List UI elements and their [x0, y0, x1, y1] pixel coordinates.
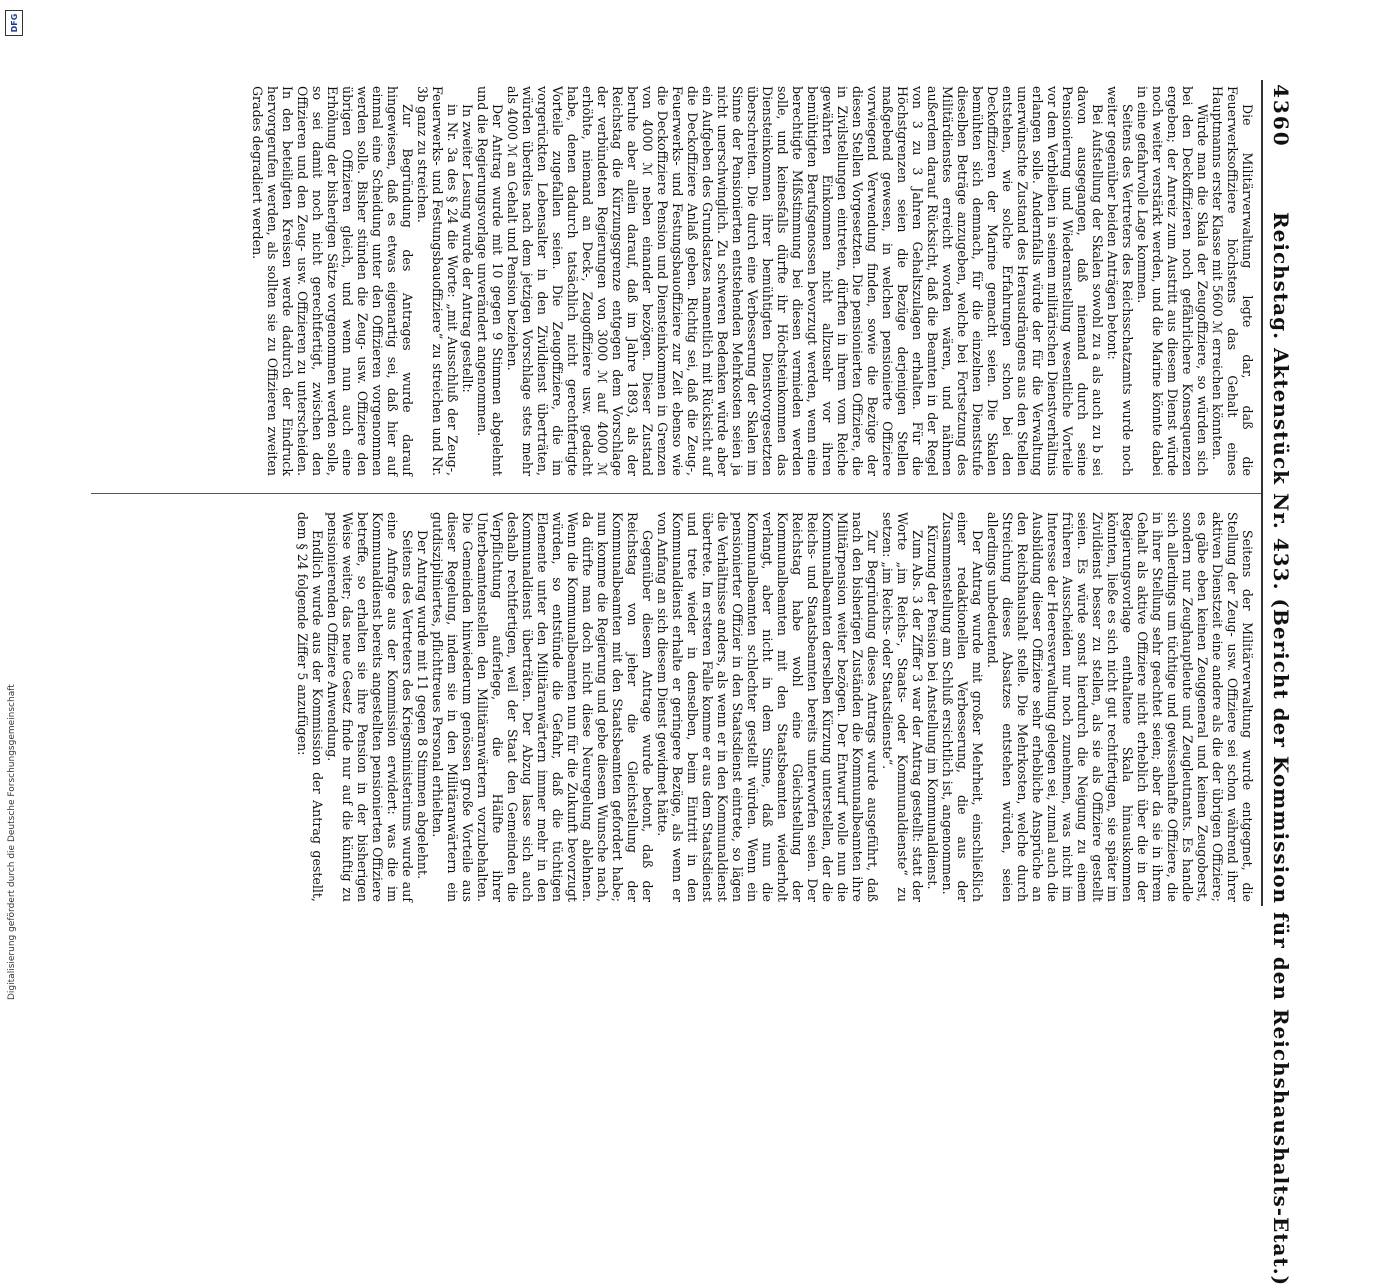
paragraph: Gegenüber diesem Antrage wurde betont, daß der Reichstag von jeher die Gleichstellung der Kommunalbeamten mit den Staatsbeamten gefordert habe; nun komme die Regierung und gebe diesem Wunsche nach, da dürfte man doch nicht diese Neuregelung ablehnen. Wenn die Kommunalbeamten nun für die Zukunft bevorzugt würden, so entstünde die Gefahr, daß die tüchtigen Elemente unter den Militäranwärtern immer mehr in den Kommunaldienst überträten. Der Abzug lasse sich auch deshalb rechtfertigen, weil der Staat den Gemeinden die Verpflichtung auferlege, die Hälfte ihrer Unterbeamtenstellen den Militäranwärtern vorzubehalten. Die Gemeinden hinwiederum genössen große Vorteile aus dieser Regelung, indem sie in den Militäranwärtern ein gutdiszipliniertes, pflichttreues Personal erhielten.: [430, 512, 655, 902]
page-header: [1267, 62, 1297, 1286]
right-column: [295, 512, 1255, 902]
paragraph: Die Militärverwaltung legte dar, daß die Feuerwerksoffiziere höchstens das Gehalt eines Hauptmanns erster Klasse mit 5600 ℳ erreichen könnten.: [1210, 86, 1255, 476]
paragraph: Endlich wurde aus der Kommission der Antrag gestellt, dem § 24 folgende Ziffer 5 anzufügen:: [295, 512, 325, 902]
digitization-credit: Digitalisierung gefördert durch die Deutsche Forschungsgemeinschaft: [7, 684, 17, 1000]
page-number: 4360: [1269, 84, 1293, 148]
column-divider: [91, 493, 1261, 494]
dfg-logo: DFG: [5, 10, 23, 36]
paragraph: Zur Begründung des Antrages wurde darauf hingewiesen, daß es etwas eigenartig sei, daß hier auf einmal eine Scheidung unter den Offizieren vorgenommen werden solle. Bisher stünden die Zeug- usw. Offiziere den übrigen Offizieren gleich, und wenn nun auch eine Erhöhung der bisherigen Sätze vorgenommen werden solle, so sei damit noch nicht gerechtfertigt, zwischen den Offizieren und den Zeug- usw. Offizieren zu unterscheiden. In den beteiligten Kreisen werde dadurch der Eindruck hervorgerufen werden, als sollten sie zu Offizieren zweiten Grades degradiert werden.: [250, 86, 415, 476]
paragraph: Zur Begründung dieses Antrags wurde ausgeführt, daß nach den bisherigen Zuständen die Kommunalbeamten ihre Militärpension weiter bezögen. Der Entwurf wolle nun die Kommunalbeamten derselben Kürzung unterstellen, der die Reichs- und Staatsbeamten bereits unterworfen seien. Der Reichstag habe wohl eine Gleichstellung der Kommunalbeamten mit den Staatsbeamten wiederholt verlangt, aber nicht in dem Sinne, daß nun die Kommunalbeamten schlechter gestellt würden. Wenn ein pensionierter Offizier in den Staatsdienst eintrete, so lägen die Verhältnisse anders, als wenn er in den Kommunaldienst übertrete. Im ersteren Falle komme er aus dem Staatsdienst und trete wieder in denselben, beim Eintritt in den Kommunaldienst erhalte er geringere Bezüge, als wenn er von Anfang an sich diesem Dienst gewidmet hätte.: [655, 512, 880, 902]
paragraph: Seitens des Vertreters des Reichsschatzamts wurde noch weiter gegenüber beiden Anträgen betont:: [1105, 86, 1135, 476]
paragraph: Der Antrag wurde mit 10 gegen 9 Stimmen abgelehnt und die Regierungsvorlage unverändert angenommen.: [475, 86, 505, 476]
paragraph: Bei Aufstellung der Skalen sowohl zu a als auch zu b sei davon ausgegangen, daß niemand durch seine Pensionierung und Wiederanstellung wesentliche Vorteile vor dem Verbleiben in seinem militärischen Dienstverhältnis erlangen solle. Andernfalls würde der für die Verwaltung unerwünschte Zustand des Herausdrängens aus den Stellen entstehen, wie solche Erfahrungen schon bei den Deckoffizieren der Marine gemacht seien. Die Skalen bemühten sich demnach, für die einzelnen Dienststufe dieselben Beträge anzugeben, welche bei Fortsetzung des Militärdienstes erreicht worden wären, und nähmen außerdem darauf Rücksicht, daß die Beamten in der Regel von 3 zu 3 Jahren Gehaltszulagen erhalten. Für die Höchstgrenzen seien die Bezüge derjenigen Stellen maßgebend gewesen, in welchen pensionierte Offiziere vorwiegend Verwendung finden, sowie die Bezüge der diesen Stellen Vorgesetzten. Die pensionierten Offiziere, die in Zivilstellungen eintreten, dürften in ihrem vom Reiche gewährten Einkommen nicht allzusehr vor ihren bemühtigten Berufsgenossen bevorzugt werden, wenn eine berechtigte Mißstimmung bei diesen vermieden werden solle, und keinesfalls dürfte ihr Höchsteinkommen das Diensteinkommen ihrer bemühtigten Dienstvorgesetzten überschreiten. Die durch eine Verbesserung der Skalen im Sinne der Pensionierten entstehenden Mehrkosten seien ja nicht unerschwinglich. Zu schweren Bedenken würde aber ein Aufgeben des Grundsatzes namentlich mit Rücksicht auf die Deckoffiziere Anlaß geben. Richtig sei, daß die Zeug-, Feuerwerks- und Festungsbauoffiziere zur Zeit ebenso wie die Deckoffiziere Pension und Diensteinkommen in Grenzen von 4000 ℳ neben einander bezögen. Dieser Zustand beruhe aber allein darauf, daß im Jahre 1893, als der Reichstag die Kürzungsgrenze entgegen dem Vorschlage der verbündeten Regierungen von 3000 ℳ auf 4000 ℳ erhöhte, niemand an Deck-, Zeugoffiziere usw. gedacht habe, denen dadurch tatsächlich nicht gerechtfertigte Vorteile zugefallen seien. Die Zeugoffiziere, die im vorgerückten Lebensalter in den Zivildienst überträten, würden überdies nach dem jetzigen Vorschlage stets mehr als 4000 ℳ an Gehalt und Pension beziehen.: [505, 86, 1105, 476]
quoted-motion: in Nr. 3a des § 24 die Worte: „mit Ausschluß der Zeug-, Feuerwerks- und Festungsbauoffiziere“ zu streichen und Nr. 3b ganz zu streichen.: [415, 86, 460, 476]
paragraph: Der Antrag wurde mit 11 gegen 8 Stimmen abgelehnt.: [415, 530, 430, 880]
left-column: [250, 86, 1255, 476]
header-title: Reichstag. Aktenstück Nr. 433. (Bericht der Kommission für den Reichshaushalts-Etat.): [1269, 212, 1293, 1286]
paragraph: Seitens der Militärverwaltung wurde entgegnet, die Stellung der Zeug- usw. Offiziere sei schon während ihrer aktiven Dienstzeit eine andere als die der übrigen Offiziere; es gäbe eben keinen Zeuggeneral und keinen Zeugoberst, sondern nur Zeughauptleute und Zeugleutnants. Es handle sich allerdings um tüchtige und gewissenhafte Offiziere, die in ihrer Stellung sehr geachtet seien; aber da sie in ihrem Gehalt als aktive Offiziere nicht erheblich über die in der Regierungsvorlage enthaltene Skala hinauskommen könnten, ließe es sich nicht gut rechtfertigen, sie später im Zivildienst besser zu stellen, als sie als Offiziere gestellt seien. Es würde sonst hierdurch die Neigung zu einem früheren Ausscheiden nur noch zunehmen, was nicht im Interesse der Heeresverwaltung gelegen sei, zumal auch die Ausbildung dieser Offiziere sehr erhebliche Ansprüche an den Reichshaushalt stelle. Die Mehrkosten, welche durch Streichung dieses Absatzes entstehen würden, seien allerdings unbedeutend.: [985, 512, 1255, 902]
paragraph: In zweiter Lesung wurde der Antrag gestellt:: [460, 104, 475, 393]
paragraph: Würde man die Skala der Zeugoffiziere, so würden sich bei den Deckoffizieren noch gefährlichere Konsequenzen ergeben; der Anreiz zum Austritt aus diesem Dienst würde noch weiter verstärkt werden, und die Marine könnte dabei in eine gefahrvolle Lage kommen.: [1135, 86, 1210, 476]
paragraph: Zum Abs. 3 der Ziffer 3 war der Antrag gestellt: statt der Worte „im Reichs-, Staats- oder Kommunaldienste“ zu setzen: „im Reichs- oder Staatsdienste“.: [880, 512, 925, 902]
section-heading: Kürzung der Pension bei Anstellung im Kommunaldienst.: [925, 524, 940, 890]
header-rule: [1261, 80, 1263, 906]
paragraph: Der Antrag wurde mit großer Mehrheit, einschließlich einer redaktionellen Verbesserung, die aus der Zusammenstellung am Schluß ersichtlich ist, angenommen.: [940, 512, 985, 902]
paragraph: Seitens des Vertreters des Kriegsministeriums wurde auf eine Anfrage aus der Kommission erwidert: was die im Kommunaldienst bereits angestellten pensionierten Offiziere betreffe, so erhalten sie ihre Pension in der bisherigen Weise weiter; das neue Gesetz finde nur auf die künftig zu pensionierenden Offiziere Anwendung.: [325, 512, 415, 902]
